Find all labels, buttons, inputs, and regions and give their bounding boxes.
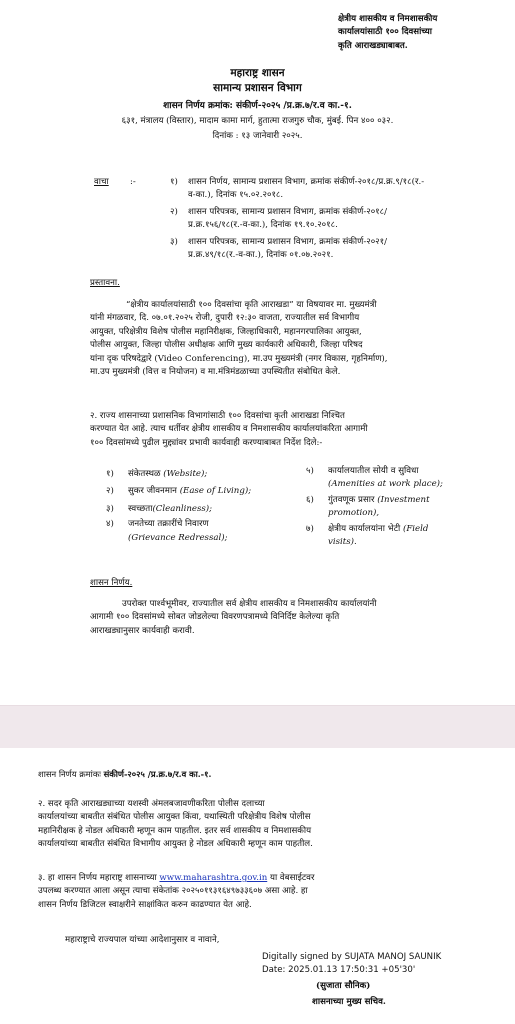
reference-line: प्र.क्र.१५६/१८(र.-व-का.), दिनांक १९.१०.२०१८. <box>188 220 338 231</box>
line-text: या वेबसाईटवर <box>267 873 315 883</box>
item-text: क्षेत्रीय कार्यालयांना भेटी <box>328 523 403 534</box>
reference-item <box>188 236 488 263</box>
item-english: (Grievance Redressal); <box>128 532 228 543</box>
paragraph-line: २. राज्य शासनाच्या प्रशासनिक विभागांसाठी १०० दिवसांचा कृती आराखडा निश्चित <box>90 411 345 421</box>
page-two <box>0 748 515 1024</box>
points-list-right <box>306 465 496 549</box>
gr-number: शासन निर्णय क्रमांक: संकीर्ण-२०२५ /प्र.क्र.७/र.व का.-१. <box>163 101 352 111</box>
reference-number: १) <box>170 177 178 187</box>
reference-line: शासन निर्णय, सामान्य प्रशासन विभाग, क्रमांक संकीर्ण-२०१८/प्र.क्र.९/१८(र.- <box>188 177 425 187</box>
list-item <box>106 518 306 531</box>
preamble-heading: प्रस्तावना. <box>90 278 120 288</box>
item-number: ५) <box>306 466 314 476</box>
decision-paragraph <box>90 598 490 638</box>
reference-line: प्र.क्र.४९/१८(र.-व-का.), दिनांक ०१.०७.२०२१. <box>188 250 334 261</box>
item-english: promotion), <box>328 508 380 519</box>
page-two-header <box>38 768 211 780</box>
paragraph-line: १०० दिवसांमध्ये पुढील मुद्द्यांवर प्रभावी कार्यवाही करण्याबाबत निर्देश दिले:- <box>90 437 323 448</box>
item-text: जनतेच्या तक्रारींचे निवारण <box>128 519 209 530</box>
list-item <box>106 485 306 498</box>
item-english: (Amenities at work place); <box>328 479 443 490</box>
item-english: (Website); <box>163 469 208 479</box>
paragraph-line: आयुक्त, परिक्षेत्रीय विशेष पोलीस महानिरीक्षक, जिल्हाधिकारी, महानगरपालिका आयुक्त, <box>90 326 362 337</box>
header-prefix: शासन निर्णय क्रमांकः <box>38 769 104 779</box>
paragraph-line: करण्यात येत आहे. त्याच धर्तीवर क्षेत्रीय शासकीय व निमशासकीय कार्यालयांकरिता आगामी <box>90 424 368 435</box>
reference-line: शासन परिपत्रक, सामान्य प्रशासन विभाग, क्रमांक संकीर्ण-२०२१/ <box>188 237 388 247</box>
paragraph-line: यांना दृक परिषदेद्वारे (Video Conferencing), मा.उप मुख्यमंत्री (नगर विकास, गृहनिर्माण), <box>90 353 388 364</box>
item-number: ३) <box>106 503 114 514</box>
paragraph-line: शासन निर्णय डिजिटल स्वाक्षरीने साक्षांकित करुन काढण्यात येत आहे. <box>38 899 252 910</box>
preamble-paragraph <box>90 299 490 379</box>
item-text: कार्यालयातील सोयी व सुविधा <box>328 466 419 476</box>
header-gr-number: संकीर्ण-२०२५ /प्र.क्र.७/र.व का.-१. <box>103 769 212 779</box>
gr-date: दिनांक : १३ जानेवारी २०२५. <box>212 131 303 141</box>
list-item <box>106 503 306 516</box>
list-item <box>106 468 306 481</box>
item-number: १) <box>106 469 114 479</box>
reference-line: शासन परिपत्रक, सामान्य प्रशासन विभाग, क्रमांक संकीर्ण-२०१८/ <box>188 207 388 217</box>
item-english: (Ease of Living); <box>179 486 252 497</box>
list-item <box>306 523 496 536</box>
references-label: वाचा <box>94 177 109 187</box>
subject-line: क्षेत्रीय शासकीय व निमशासकीय <box>338 14 438 24</box>
reference-item <box>188 206 488 233</box>
item-text: सुकर जीवनमान <box>128 486 180 497</box>
paragraph-line: मा.उप मुख्यमंत्री (वित्त व नियोजन) व मा.मंत्रिमंडळाच्या उपस्थितीत संबोधित केले. <box>90 367 341 378</box>
directive-paragraph <box>90 410 490 450</box>
line-text: ३. हा शासन निर्णय महाराष्ट्र शासनाच्या <box>38 873 160 883</box>
subject-line: कार्यालयांसाठी १०० दिवसांच्या <box>338 27 432 38</box>
references-separator: :- <box>130 177 136 187</box>
item-number: २) <box>106 486 114 497</box>
item-english: (Investment <box>377 494 430 505</box>
list-item <box>306 465 496 478</box>
state-title: महाराष्ट्र शासन <box>230 67 285 79</box>
paragraph-line <box>38 872 478 885</box>
signed-date: Date: 2025.01.13 17:50:31 +05'30' <box>262 965 416 975</box>
reference-number: ३) <box>170 237 178 247</box>
points-list-left <box>106 468 306 545</box>
item-english: (Field <box>402 523 429 534</box>
paragraph-line: आराखड्यानुसार कार्यवाही करावी. <box>90 625 195 636</box>
website-link[interactable]: www.maharashtra.gov.in <box>159 873 268 883</box>
signatory-designation: शासनाच्या मुख्य सचिव. <box>312 997 386 1007</box>
reference-number: २) <box>170 207 178 217</box>
reference-line: व-का.), दिनांक १५.०२.२०१८. <box>188 190 284 201</box>
paragraph-line: २. सदर कृति आराखड्याच्या यशस्वी अंमलबजावणीकरिता पोलीस दलाच्या <box>38 799 265 809</box>
item-english: visits). <box>328 537 357 548</box>
nodal-officer-paragraph <box>38 798 478 852</box>
closing-line: महाराष्ट्राचे राज्यपाल यांच्या आदेशानुसार व नावाने, <box>65 935 220 945</box>
item-text: संकेतस्थळ <box>128 469 164 479</box>
paragraph-line: “क्षेत्रीय कार्यालयांसाठी १०० दिवसांचा कृति आराखडा” या विषयावर मा. मुख्यमंत्री <box>126 300 377 310</box>
page-separator <box>0 705 515 749</box>
item-number: ४) <box>106 519 114 530</box>
list-item <box>306 494 496 507</box>
signatory-name: (सुजाता सौनिक) <box>316 981 371 991</box>
paragraph-line: पोलीस आयुक्त, जिल्हा पोलीस अधीक्षक आणि मुख्य कार्यकारी अधिकारी, जिल्हा परिषद <box>90 340 363 351</box>
digital-signature <box>262 951 441 977</box>
item-text: स्वच्छता <box>128 503 153 514</box>
decision-heading: शासन निर्णय. <box>90 578 133 588</box>
paragraph-line: महानिरीक्षक हे नोडल अधिकारी म्हणून काम पाहतील. इतर सर्व शासकीय व निमशासकीय <box>38 825 312 836</box>
paragraph-line: कार्यालयांच्या बाबतीत संबंधित विभागीय आयुक्त हे नोडल अधिकारी म्हणून काम पाहतील. <box>38 839 313 850</box>
item-text: गुंतवणूक प्रसार <box>328 494 378 505</box>
office-address: ६३१, मंत्रालय (विस्तार), मादाम कामा मार्ग, हुतात्मा राजगुरु चौक, मुंबई. पिन ४०० ०३२. <box>121 116 394 126</box>
website-paragraph <box>38 872 478 912</box>
item-english: (Cleanliness); <box>152 503 213 514</box>
item-number: ७) <box>306 523 314 534</box>
department-title: सामान्य प्रशासन विभाग <box>213 82 302 94</box>
paragraph-line: यांनी मंगळवार, दि. ०७.०१.२०२५ रोजी, दुपारी १२:३० वाजता, राज्यातील सर्व विभागीय <box>90 313 360 324</box>
paragraph-line: आगामी १०० दिवसांमध्ये सोबत जोडलेल्या विवरणपत्रामध्ये विनिर्दिष्ट केलेल्या कृति <box>90 612 340 623</box>
paragraph-line: उपलब्ध करण्यात आला असून त्याचा संकेतांक २०२५०११३१६४९७३३६०७ असा आहे. हा <box>38 886 308 897</box>
paragraph-line: उपरोक्त पार्श्वभूमीवर, राज्यातील सर्व क्षेत्रीय शासकीय व निमशासकीय कार्यालयांनी <box>122 599 377 609</box>
subject-block <box>338 13 508 53</box>
item-number: ६) <box>306 494 314 505</box>
reference-item <box>188 176 488 203</box>
paragraph-line: कार्यालयांच्या बाबतीत संबंधित पोलीस आयुक्त किंवा, यथास्थिती परिक्षेत्रीय विशेष पोलीस <box>38 812 311 823</box>
subject-line: कृति आराखड्याबाबत. <box>338 40 408 51</box>
signed-by: Digitally signed by SUJATA MANOJ SAUNIK <box>262 952 442 962</box>
